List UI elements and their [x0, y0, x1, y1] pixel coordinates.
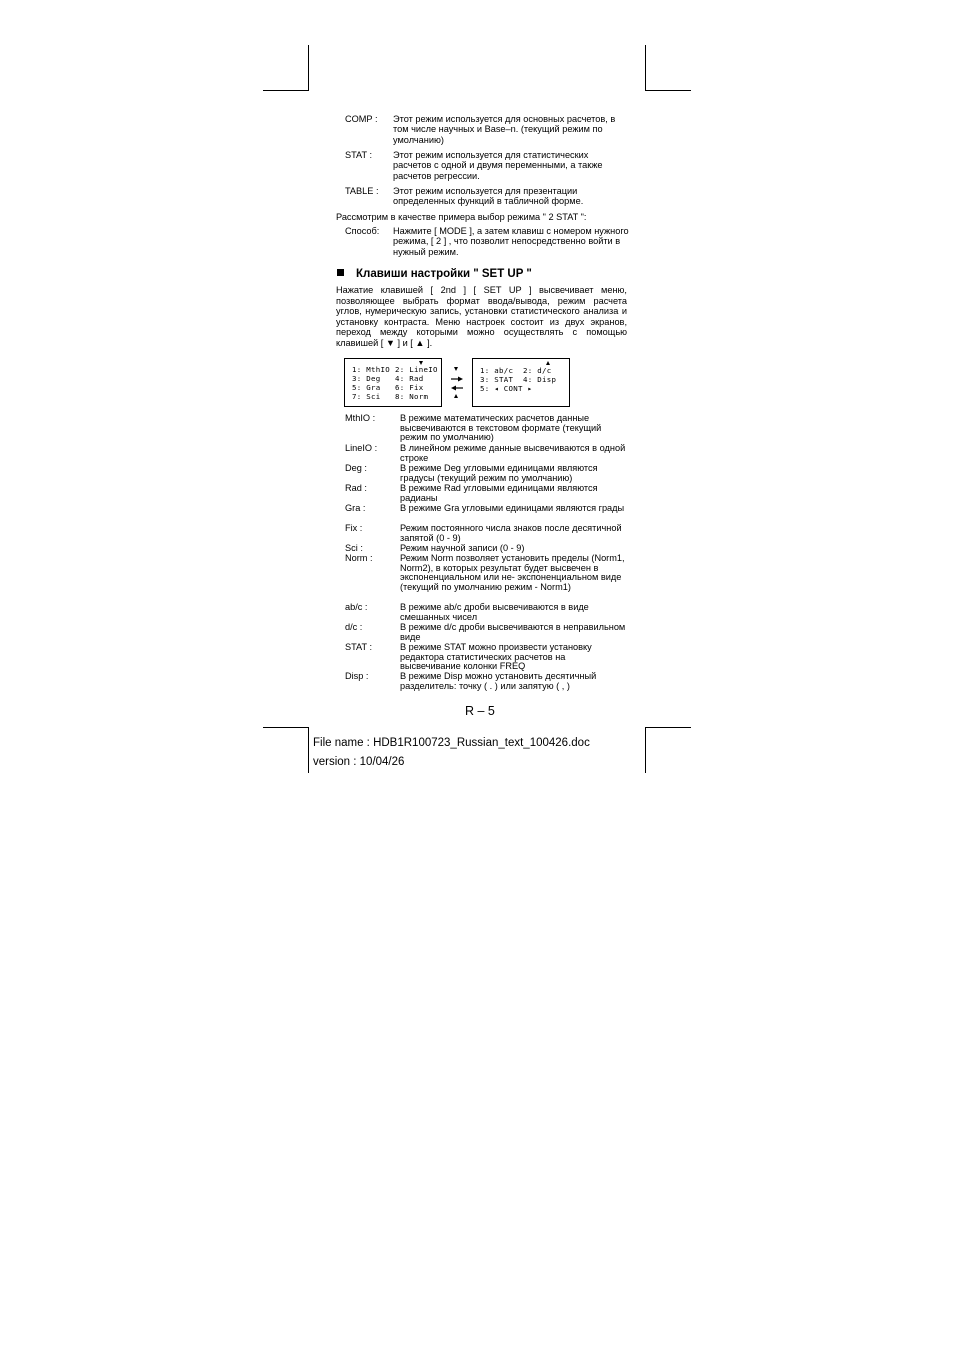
screen-item: 8: Norm	[395, 392, 429, 401]
crop-mark	[263, 90, 308, 91]
section-title: Клавиши настройки " SET UP "	[356, 268, 532, 280]
right-arrow-icon	[451, 376, 463, 382]
screen-item: 4: Rad	[395, 374, 424, 383]
def-text: Режим постоянного числа знаков после десятичной запятой (0 - 9)	[400, 523, 622, 543]
def-text: В режиме d/c дроби высвечиваются в неправильном виде	[400, 622, 626, 642]
left-arrow-icon	[451, 385, 463, 391]
screen-item: 5: Gra	[352, 383, 381, 392]
def-key: Sci :	[345, 543, 363, 553]
setup-screen-2	[472, 358, 570, 407]
screen-item: 1: ab/c	[480, 366, 514, 375]
crop-mark	[645, 727, 646, 773]
def-text: В режиме математических расчетов данные высвечиваются в текстовом формате (текущий режим по умолчанию)	[400, 413, 602, 443]
crop-mark	[308, 45, 309, 91]
footer-version: version : 10/04/26	[313, 756, 405, 768]
mode-key: COMP :	[345, 114, 378, 124]
crop-mark	[263, 727, 308, 728]
crop-mark	[645, 90, 691, 91]
section-heading	[337, 268, 532, 280]
up-key-icon	[454, 394, 458, 398]
method-key: Способ:	[345, 226, 380, 236]
def-key: Deg :	[345, 463, 367, 473]
scroll-up-indicator-icon	[546, 361, 550, 365]
mode-key: STAT :	[345, 150, 373, 160]
screen-item: 1: MthIO	[352, 365, 390, 374]
screen-item: 3: STAT	[480, 375, 514, 384]
example-line: Рассмотрим в качестве примера выбор режима " 2 STAT ":	[336, 212, 587, 222]
screen-item: 4: Disp	[523, 375, 557, 384]
square-bullet-icon	[337, 269, 344, 276]
def-text: В режиме ab/c дроби высвечиваются в виде смешанных чисел	[400, 602, 589, 622]
screen-item: 5: ◂ CONT ▸	[480, 384, 533, 393]
def-text: В режиме Deg угловыми единицами являются градусы (текущий режим по умолчанию)	[400, 463, 598, 483]
def-key: ab/c :	[345, 602, 368, 612]
def-key: STAT :	[345, 642, 373, 652]
def-text: Режим научной записи (0 - 9)	[400, 543, 525, 553]
def-key: Norm :	[345, 553, 373, 563]
crop-mark	[308, 727, 309, 773]
def-key: MthIO :	[345, 413, 376, 423]
mode-text: Этот режим используется для основных расчетов, в том числе научных и Base–n. (текущий режим по умолчанию)	[393, 114, 616, 145]
screen-item: 7: Sci	[352, 392, 381, 401]
def-text: Режим Norm позволяет установить пределы (Norm1, Norm2), в которых результат будет высвечен в экспоненциальном или не- экспоненциальном виде (текущий по умолчанию режим - Norm1)	[400, 553, 625, 592]
def-text: В режиме Disp можно установить десятичный разделитель: точку ( . ) или запятую ( , )	[400, 671, 597, 691]
def-key: LineIO :	[345, 443, 378, 453]
method-text: Нажмите [ MODE ], а затем клавиш с номером нужного режима, [ 2 ] , что позволит непосредственно войти в нужный режим.	[393, 226, 629, 257]
crop-mark	[645, 45, 646, 91]
def-key: Gra :	[345, 503, 366, 513]
def-text: В режиме STAT можно произвести установку редактора статистических расчетов на высвечивание колонки FREQ	[400, 642, 592, 672]
crop-mark	[645, 727, 691, 728]
mode-key: TABLE :	[345, 186, 379, 196]
def-key: Fix :	[345, 523, 363, 533]
page-number: R – 5	[465, 704, 495, 718]
mode-text: Этот режим используется для статистических расчетов с одной и двумя переменными, а также расчетов регрессии.	[393, 150, 603, 181]
setup-paragraph: Нажатие клавишей [ 2nd ] [ SET UP ] высвечивает меню, позволяющее выбрать формат ввода/вывода, режим расчета углов, нумерическую запись, установки статистического анализа и установку контраста. Меню настроек состоит из двух экранов, переход между которыми можно осуществлять с помощью клавишей [ ▼ ] и [ ▲ ].	[336, 285, 627, 348]
def-key: d/c :	[345, 622, 363, 632]
def-text: В режиме Gra угловыми единицами являются грады	[400, 503, 625, 513]
down-key-icon	[454, 367, 458, 371]
def-key: Rad :	[345, 483, 367, 493]
screen-item: 3: Deg	[352, 374, 381, 383]
footer-file-name: File name : HDB1R100723_Russian_text_100426.doc	[313, 737, 590, 749]
setup-screen-1	[344, 358, 442, 407]
def-text: В режиме Rad угловыми единицами являются радианы	[400, 483, 598, 503]
screen-item: 2: LineIO	[395, 365, 438, 374]
def-key: Disp :	[345, 671, 369, 681]
def-text: В линейном режиме данные высвечиваются в одной строке	[400, 443, 626, 463]
screen-item: 6: Fix	[395, 383, 424, 392]
mode-text: Этот режим используется для презентации определенных функций в табличной форме.	[393, 186, 584, 207]
screen-item: 2: d/c	[523, 366, 552, 375]
